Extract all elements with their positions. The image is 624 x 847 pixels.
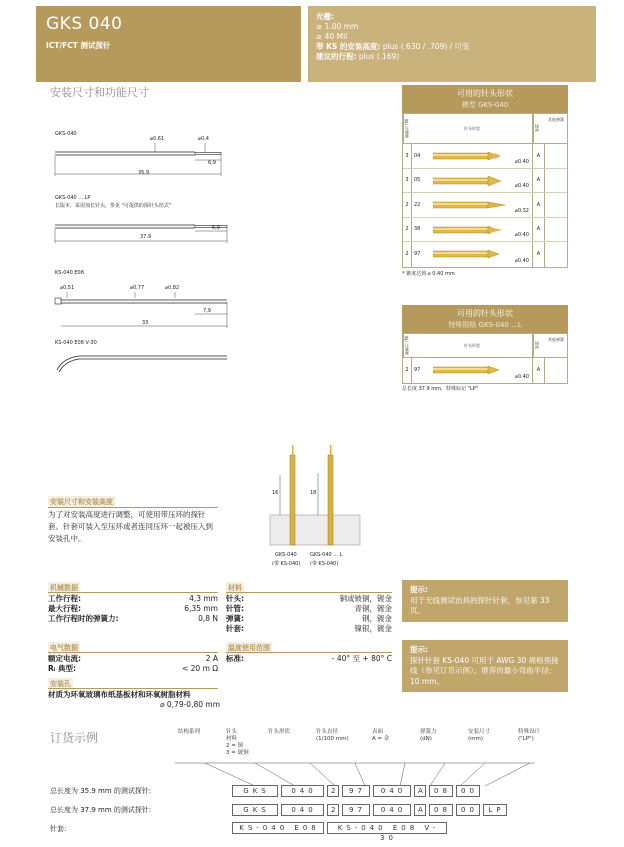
- tip-row: [403, 358, 567, 383]
- order-code-box: KS-040 E08 V-30: [327, 822, 447, 834]
- header-title-block: [36, 6, 301, 82]
- electrical-key: 额定电流:: [48, 654, 81, 663]
- tip-row-material: A: [533, 193, 545, 217]
- drawing3-len-total: 33: [142, 320, 149, 326]
- tip-row-code: 05: [414, 177, 421, 184]
- dimensions-title: 安装尺寸和功能尺寸: [50, 86, 149, 99]
- materials-row: [226, 624, 392, 634]
- tip-table-1-subtitle: 模型 GKS-040: [402, 100, 568, 113]
- tip-table-2-title: 可用的针头形状: [402, 305, 568, 320]
- header-specs: [308, 6, 596, 82]
- electrical-key: Rᵢ 典型:: [48, 664, 77, 673]
- order-code-box: 040: [373, 804, 411, 816]
- materials-row: [226, 604, 392, 614]
- temperature-row: [226, 654, 392, 664]
- grid-min1: ≥ 1.00 mm: [316, 22, 359, 31]
- tip-table-1-title: 可用的针头形状: [402, 85, 568, 100]
- electrical-value: 2 A: [205, 654, 218, 663]
- mount-height-value: plus (.630 / .709) / 可变: [382, 42, 470, 51]
- tip-row-diameter: ⌀0.32: [514, 207, 529, 214]
- drawing3-d3: ⌀0,82: [165, 285, 180, 291]
- mechanical-value: 4,3 mm: [189, 594, 218, 603]
- tip-row-shape: [427, 144, 533, 168]
- mechanical-key: 工作行程:: [48, 594, 81, 603]
- probe-drawing-2: [55, 215, 235, 245]
- tip-row-material: A: [533, 358, 545, 383]
- temperature-key: 标准:: [226, 654, 244, 663]
- tip-table-2: [402, 305, 568, 384]
- mounting-hole-value: ⌀ 0,79-0,80 mm: [160, 700, 220, 709]
- col-material: 材料: [533, 114, 545, 143]
- tip-row-diameter: ⌀0.40: [514, 158, 529, 165]
- materials-key: 针套:: [226, 624, 244, 633]
- tip-row: [403, 144, 567, 169]
- order-row2-codes: [232, 804, 510, 816]
- tip-table-2-header: [403, 334, 567, 358]
- order-column-label: 针头 材料 2 = 铜 3 = 铍铜: [226, 729, 249, 756]
- product-subtitle: ICT/FCT 测试探针: [46, 41, 111, 50]
- electrical-row: [48, 664, 218, 674]
- drawing2-len-total: 37,9: [140, 234, 152, 240]
- tip-row-group: 3: [403, 169, 412, 193]
- mechanical-value: 0,8 N: [198, 614, 218, 623]
- drawing1-d2: ⌀0,4: [198, 136, 209, 142]
- drawing2-label: GKS-040 ... LP: [55, 195, 91, 201]
- tip-row-shape: [427, 358, 533, 383]
- tip-table-1-header: [403, 114, 567, 144]
- mechanical-row: [48, 594, 218, 604]
- tip-row: [403, 242, 567, 267]
- electrical-title: 电气数据: [50, 644, 78, 652]
- order-code-box: 97: [342, 804, 370, 816]
- drawing3-len-small: 7,9: [203, 308, 211, 314]
- order-title: 订货示例: [50, 731, 99, 745]
- drawing3-label: KS-040 E08: [55, 270, 84, 276]
- drawing2-len-small: 6,9: [212, 225, 220, 231]
- tip-row-diameter: ⌀0.40: [514, 183, 529, 189]
- tip-row-shape: [427, 193, 533, 217]
- tip-table-1-note: * 锥度达到 ⌀ 0.40 mm: [402, 271, 455, 277]
- mechanical-row: [48, 614, 218, 624]
- mount-label1: GKS-040: [275, 552, 297, 558]
- order-code-box: GKS: [232, 785, 278, 797]
- materials-value: 铜或铍铜，镀金: [339, 594, 392, 603]
- tip-table-1: [402, 85, 568, 268]
- install-text: 为了对安装高度进行调整，可使用带压环的探针套。针套可装入至压环或者连同压环一起被压入到安装孔中。: [48, 510, 213, 543]
- mounting-hole-title: 安装孔: [50, 680, 71, 688]
- col-shape-2: 针头形状: [412, 334, 533, 357]
- electrical-rule: [48, 652, 218, 653]
- drawing1-d1: ⌀0,61: [150, 136, 165, 142]
- mount-h1: 16: [272, 490, 279, 496]
- mount-label1b: (带 KS-040): [272, 561, 301, 567]
- order-row3-label: 针套:: [50, 825, 67, 833]
- tip-row-code: 38: [414, 226, 421, 233]
- order-code-box: 00: [456, 804, 480, 816]
- order-code-box: 2: [327, 804, 339, 816]
- install-title: 安装尺寸和安装高度: [50, 498, 113, 506]
- order-column-label: 弹簧力 (dN): [420, 729, 437, 742]
- order-code-box: GKS: [232, 804, 278, 816]
- tip1-title: 提示:: [410, 585, 428, 594]
- mechanical-value: 6,35 mm: [184, 604, 218, 613]
- col-spring-2: 弹簧力 (N): [403, 334, 412, 357]
- temperature-value: - 40° 至 + 80° C: [331, 654, 392, 663]
- materials-rule: [226, 592, 392, 593]
- order-column-label: 结构系列: [178, 729, 201, 735]
- materials-key: 弹簧:: [226, 614, 244, 623]
- tip-row-extra: [545, 169, 567, 193]
- order-code-box: KS-040 E08: [232, 822, 324, 834]
- col-shape: 针头形状: [412, 114, 533, 143]
- order-code-box: LP: [483, 804, 507, 816]
- tip-row-code: 22: [414, 201, 421, 208]
- order-column-label: 针头形状: [268, 729, 291, 735]
- mechanical-row: [48, 604, 218, 614]
- drawing4-label: KS-040 E08 V-30: [55, 340, 97, 346]
- order-code-box: A: [414, 804, 426, 816]
- materials-row: [226, 594, 392, 604]
- tip2-title: 提示:: [410, 645, 428, 654]
- materials-value: 镍银，镀金: [354, 624, 392, 633]
- tip-row-code: 97: [414, 367, 421, 374]
- col-material-2: 材料: [533, 334, 545, 357]
- col-spring: 弹簧力 (N): [403, 114, 412, 143]
- tip-row-material: A: [533, 144, 545, 168]
- travel-value: plus (.169): [358, 52, 400, 61]
- tip-row-group: 2: [403, 193, 412, 217]
- drawing2-note: 长版本，采用加长针头，参见 "可提供的探针头形式": [55, 203, 172, 209]
- mounting-hole-rule: [48, 688, 218, 689]
- tip-row-material: A: [533, 242, 545, 267]
- materials-value: 青铜，镀金: [354, 604, 392, 613]
- mount-label2b: (带 KS-040): [310, 561, 339, 567]
- travel-label: 建议的行程:: [316, 52, 357, 61]
- materials-row: [226, 614, 392, 624]
- sleeve-drawing-4: [55, 350, 235, 375]
- tip-row-code: 04: [414, 152, 421, 159]
- mechanical-title: 机械数据: [50, 584, 78, 592]
- grid-label: 光栅:: [316, 12, 334, 21]
- mounting-hole-text: 材质为环氧玻璃布纸基板材和环氧树脂材料: [48, 690, 191, 699]
- mount-label2: GKS-040 ... L: [310, 552, 343, 558]
- tip-box-1: [402, 580, 568, 622]
- mechanical-key: 工作行程时的弹簧力:: [48, 614, 119, 623]
- temperature-title: 温度使用范围: [228, 644, 270, 652]
- drawing3-d1: ⌀0,51: [60, 285, 75, 291]
- tip2-text: 探针针套 KS-040 可用于 AWG 30 规格预接线（参见订货示例）。推荐的最小弯曲半径: 10 mm。: [410, 655, 559, 686]
- tip-row-group: 2: [403, 218, 412, 242]
- order-code-box: 2: [327, 785, 339, 797]
- materials-value: 钢，镀金: [362, 614, 392, 623]
- tip-row-group: 2: [403, 242, 412, 267]
- product-title: GKS 040: [46, 14, 123, 34]
- materials-title: 材料: [228, 584, 242, 592]
- materials-key: 针头:: [226, 594, 244, 603]
- tip-row-group: 3: [403, 144, 412, 168]
- tip-row-material: A: [533, 218, 545, 242]
- order-row1-label: 总长度为 35.9 mm 的测试探针:: [50, 787, 152, 795]
- order-column-label: 针头直径 (1/100 mm): [316, 729, 349, 742]
- order-column-label: 特殊设计 ("LP"): [518, 729, 541, 742]
- tip-row-material: A: [533, 169, 545, 193]
- tip-row-extra: [545, 358, 567, 383]
- tip-table-2-subtitle: 特殊规格 GKS-040 ...L: [402, 320, 568, 333]
- col-note-2: 其他弹簧: [548, 337, 564, 342]
- drawing3-d2: ⌀0,77: [130, 285, 145, 291]
- order-code-box: A: [414, 785, 426, 797]
- tip-table-1-grid: [402, 113, 568, 268]
- mount-height-label: 带 KS 的安装高度:: [316, 42, 381, 51]
- install-rule: [48, 507, 218, 508]
- tip-box-2: [402, 640, 568, 692]
- tip-row-group: 2: [403, 358, 412, 383]
- drawing1-len-total: 35,9: [138, 170, 150, 176]
- tip-row: [403, 169, 567, 194]
- order-code-box: 040: [281, 804, 324, 816]
- col-note: 其他弹簧: [548, 117, 564, 122]
- tip-row-extra: [545, 218, 567, 242]
- temperature-rule: [226, 652, 392, 653]
- tip-row-extra: [545, 242, 567, 267]
- order-row3-codes: [232, 822, 450, 842]
- order-row1-codes: [232, 785, 483, 797]
- tip-table-2-grid: [402, 333, 568, 384]
- order-code-box: 00: [456, 785, 480, 797]
- drawing1-len-small: 6,9: [208, 160, 216, 166]
- order-column-label: 安装尺寸 (mm): [468, 729, 491, 742]
- order-code-box: 040: [281, 785, 324, 797]
- electrical-row: [48, 654, 218, 664]
- order-code-box: 97: [342, 785, 370, 797]
- header: [36, 6, 596, 82]
- order-code-box: 040: [373, 785, 411, 797]
- tip-row: [403, 193, 567, 218]
- order-code-box: 08: [429, 785, 453, 797]
- mechanical-rule: [48, 592, 218, 593]
- tip-table-2-note: 总长度 37.9 mm，特殊标记 "LP": [402, 386, 479, 392]
- tip-row-shape: [427, 218, 533, 242]
- tip-row-shape: [427, 169, 533, 193]
- tip-row-extra: [545, 144, 567, 168]
- order-column-label: 表面 A = 金: [372, 729, 390, 742]
- tip-row-diameter: ⌀0.40: [514, 373, 529, 380]
- tip-row-shape: [427, 242, 533, 267]
- mount-h2: 18: [310, 490, 317, 496]
- tip-row-extra: [545, 193, 567, 217]
- mechanical-key: 最大行程:: [48, 604, 81, 613]
- tip-row-code: 97: [414, 251, 421, 258]
- order-connector-lines: [175, 758, 555, 788]
- order-code-box: 08: [429, 804, 453, 816]
- tip-row-diameter: ⌀0.40: [514, 232, 529, 238]
- tip-row: [403, 218, 567, 243]
- grid-min2: ≥ 40 Mil: [316, 32, 348, 41]
- order-row2-label: 总长度为 37.9 mm 的测试探针:: [50, 806, 152, 814]
- electrical-value: < 20 m Ω: [181, 664, 218, 673]
- tip-row-diameter: ⌀0.40: [514, 257, 529, 264]
- tip1-text: 用于无线测试治具的探针针套，参见第 33 页。: [410, 595, 550, 615]
- drawing1-label: GKS-040: [55, 131, 77, 137]
- materials-key: 针管:: [226, 604, 244, 613]
